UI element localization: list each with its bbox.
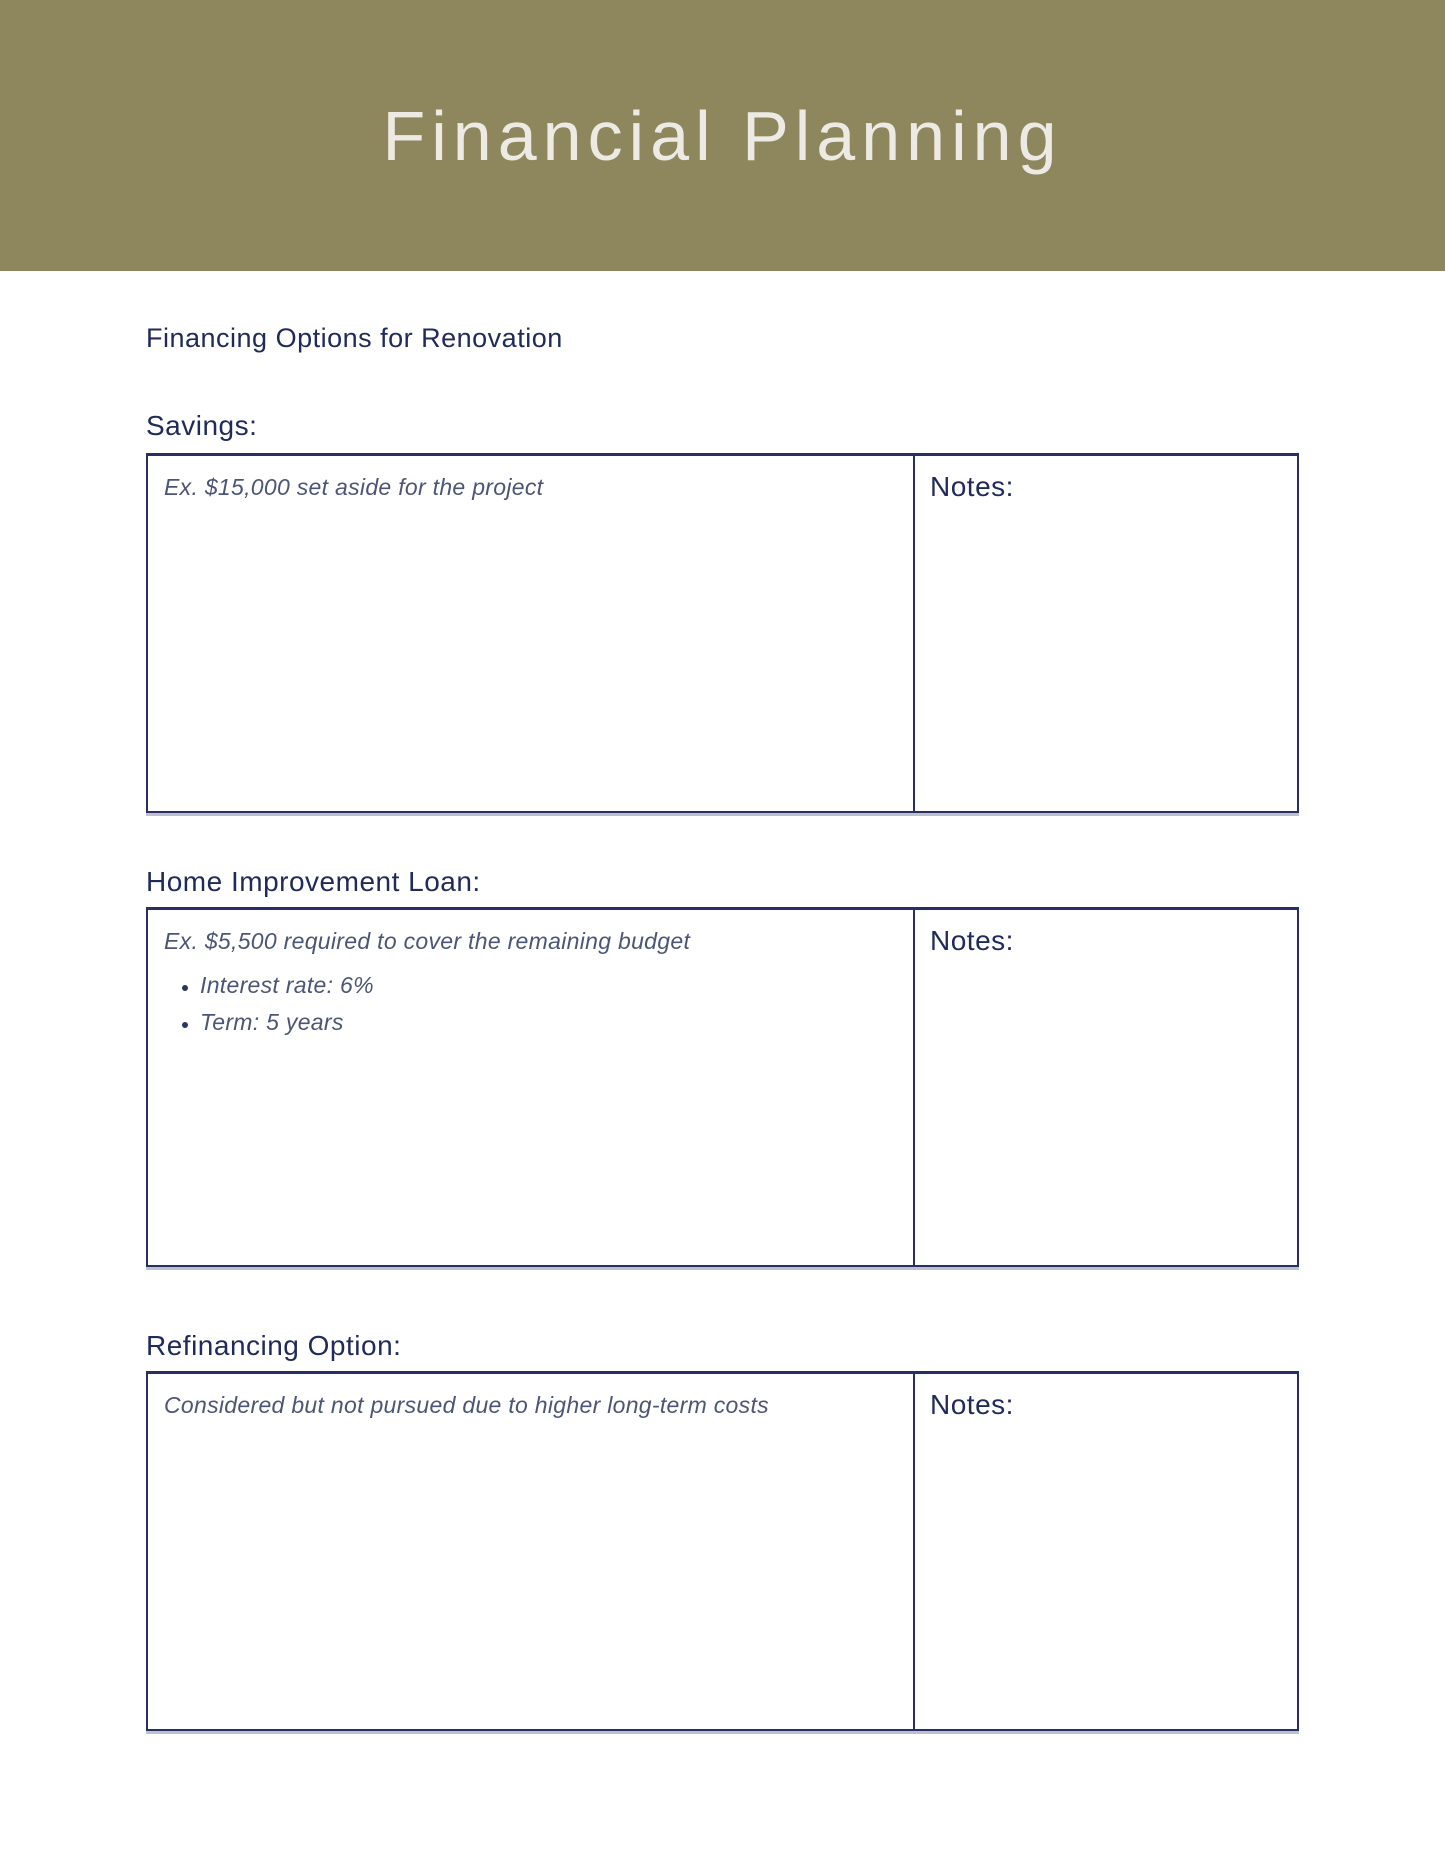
savings-heading: Savings: — [146, 410, 258, 441]
loan-notes-label: Notes: — [930, 925, 1014, 956]
loan-heading: Home Improvement Loan: — [146, 866, 481, 897]
refinance-example-text: Considered but not pursued due to higher long-term costs — [164, 1392, 769, 1418]
savings-box — [146, 453, 1299, 813]
loan-detail-list — [164, 970, 889, 1038]
section-refinancing-option — [146, 1329, 1299, 1731]
refinance-notes-label: Notes: — [930, 1389, 1014, 1420]
section-savings — [146, 409, 1299, 813]
page-title: Financial Planning — [382, 96, 1063, 175]
savings-example-text: Ex. $15,000 set aside for the project — [164, 474, 544, 500]
loan-example-text: Ex. $5,500 required to cover the remaining budget — [164, 928, 691, 954]
page-header-band — [0, 0, 1445, 271]
loan-term-item: • Term: 5 years — [200, 1007, 889, 1038]
savings-notes-label: Notes: — [930, 471, 1014, 502]
loan-box — [146, 907, 1299, 1267]
refinance-box — [146, 1371, 1299, 1731]
savings-entry-area[interactable] — [148, 456, 913, 811]
refinance-entry-area[interactable] — [148, 1374, 913, 1729]
section-home-improvement-loan — [146, 865, 1299, 1267]
worksheet-subtitle: Financing Options for Renovation — [146, 323, 563, 353]
loan-entry-area[interactable] — [148, 910, 913, 1265]
worksheet-body — [146, 321, 1299, 1731]
savings-notes-area[interactable] — [913, 456, 1297, 811]
refinance-notes-area[interactable] — [913, 1374, 1297, 1729]
loan-notes-area[interactable] — [913, 910, 1297, 1265]
refinance-heading: Refinancing Option: — [146, 1330, 402, 1361]
loan-interest-rate-item: • Interest rate: 6% — [200, 970, 889, 1001]
